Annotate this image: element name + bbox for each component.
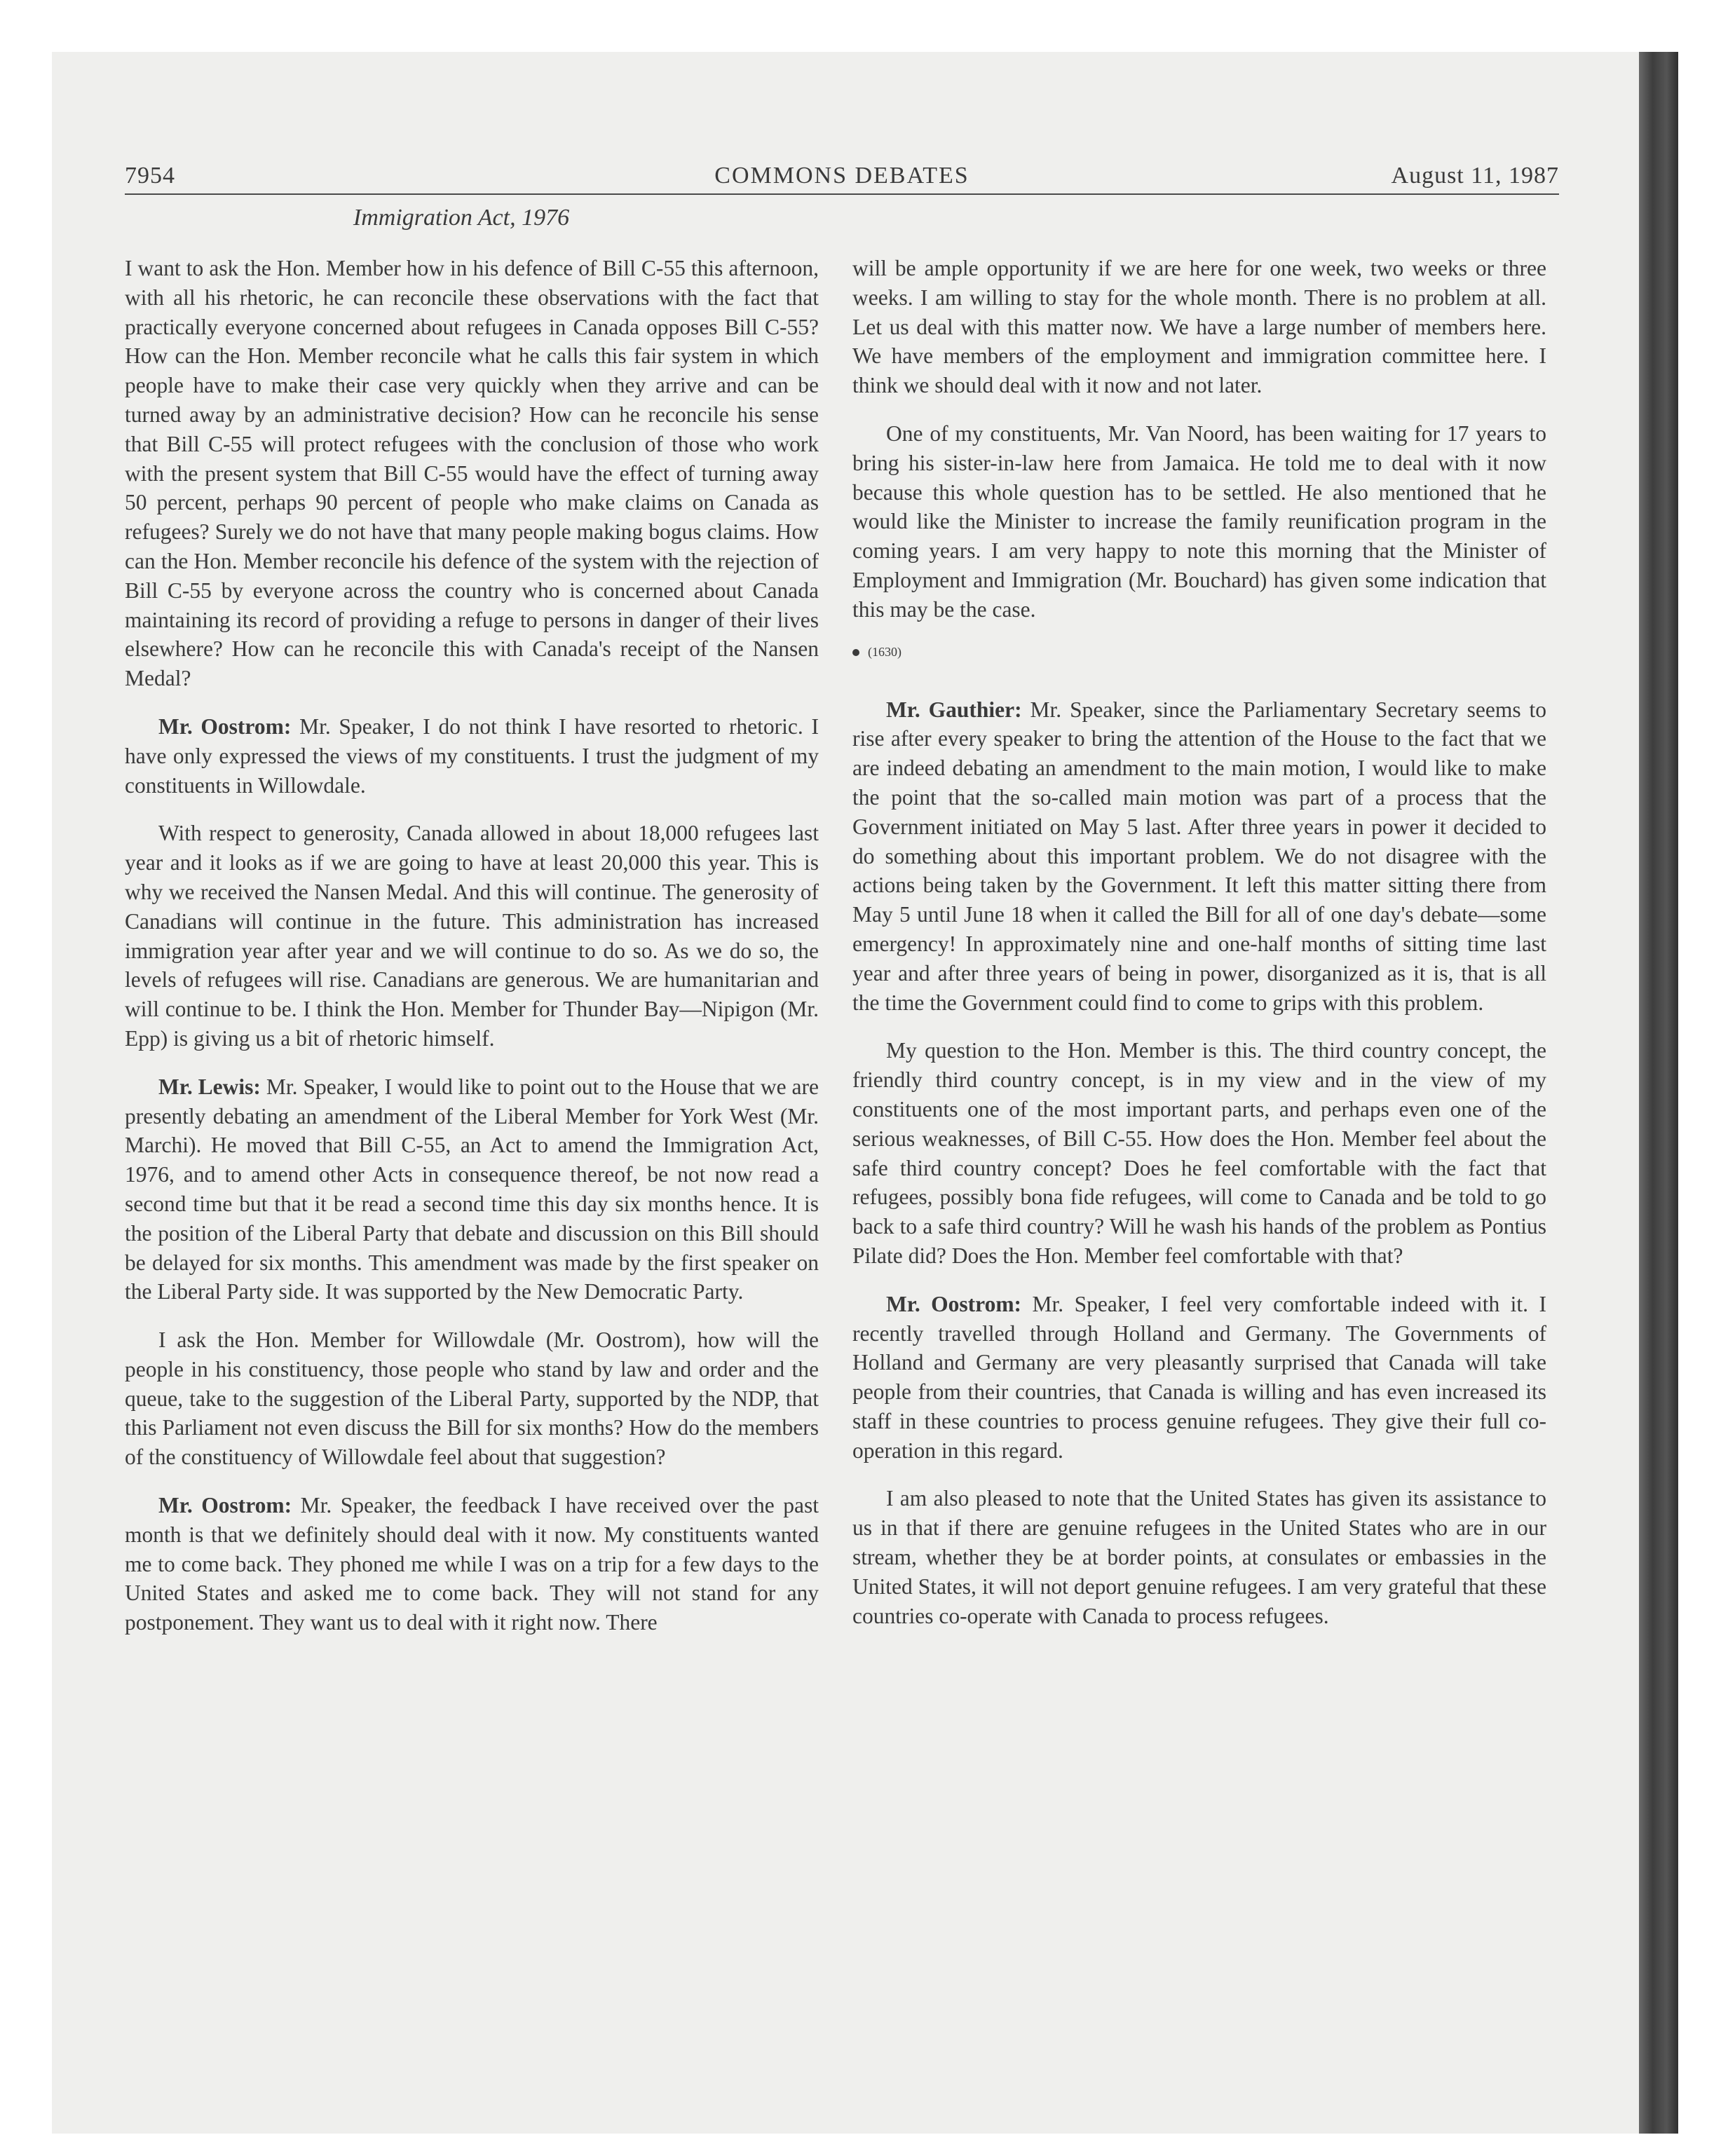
paragraph: Mr. Gauthier: Mr. Speaker, since the Parliamentary Secretary seems to rise after every speaker to bring the attention of the House to the fact that we are indeed debating an amendment to the main motion, I would like to make the point that the so-called main motion was part of a process that the Government initiated on May 5 last. After three years in power it decided to do something about this important problem. We do not disagree with the actions being taken by the Government. It left this matter sitting there from May 5 until June 18 when it called the Bill for all of one day's debate—some emergency! In approximately nine and one-half months of sitting time last year and after three years of being in power, disorganized as it is, that is all the time the Government could find to come to grips with this problem.	[852, 697, 1547, 1015]
paragraph: With respect to generosity, Canada allowed in about 18,000 refugees last year and it looks as if we are going to have at least 20,000 this year. This is why we received the Nansen Medal. And this will continue. The generosity of Canadians will continue in the future. This administration has increased immigration year after year and we will continue to do so. As we do so, the levels of refugees will rise. Canadians are generous. We are humanitarian and will continue to be. I think the Hon. Member for Thunder Bay—Nipigon (Mr. Epp) is giving us a bit of rhetoric himself.	[125, 821, 819, 1051]
speaker-name: Mr. Oostrom:	[158, 1493, 292, 1518]
bullet-icon	[852, 649, 859, 656]
paragraph: Mr. Oostrom: Mr. Speaker, I feel very comfortable indeed with it. I recently travelled through Holland and Germany. The Governments of Holland and Germany are very pleasantly surprised that Canada will take people from their countries, that Canada is willing and has even increased its staff in these countries to process genuine refugees. They give their full co-operation in this regard.	[852, 1291, 1546, 1463]
paragraph: Mr. Oostrom: Mr. Speaker, the feedback I have received over the past month is that we definitely should deal with it now. My constituents wanted me to come back. They phoned me while I was on a trip for a few days to the United States and asked me to come back. They will not stand for any postponement. They want us to deal with it right now. There	[125, 1493, 819, 1635]
page-edge-shadow	[1639, 52, 1678, 2134]
page-header	[125, 163, 1559, 193]
speaker-name: Mr. Lewis:	[158, 1074, 261, 1099]
header-rule	[125, 193, 1559, 195]
paragraph: My question to the Hon. Member is this. The third country concept, the friendly third country concept, is in my view and in the view of my constituents one of the most important parts, and perhaps even one of the serious weaknesses, of Bill C-55. How does the Hon. Member feel about the safe third country concept? Does he feel comfortable with the fact that refugees, possibly bona fide refugees, will come to Canada and be told to go back to a safe third country? Will he wash his hands of the problem as Pontius Pilate did? Does the Hon. Member feel comfortable with that?	[852, 1038, 1546, 1268]
paragraph: will be ample opportunity if we are here for one week, two weeks or three weeks. I am willing to stay for the whole month. There is no problem at all. Let us deal with this matter now. We have a large number of members here. We have members of the employment and immigration committee here. I think we should deal with it now and not later.	[852, 256, 1546, 398]
right-column	[852, 254, 1546, 1649]
paragraph: I ask the Hon. Member for Willowdale (Mr. Oostrom), how will the people in his constituency, those people who stand by law and order and the queue, take to the suggestion of the Liberal Party, supported by the NDP, that this Parliament not even discuss the Bill for six months? How do the members of the constituency of Willowdale feel about that suggestion?	[125, 1328, 819, 1470]
paragraph: Mr. Oostrom: Mr. Speaker, I do not think I have resorted to rhetoric. I have only expressed the views of my constituents. I trust the judgment of my constituents in Willowdale.	[125, 714, 819, 798]
paragraph: One of my constituents, Mr. Van Noord, has been waiting for 17 years to bring his sister-in-law here from Jamaica. He told me to deal with it now because this whole question has to be settled. He also mentioned that he would like the Minister to increase the family reunification program in the coming years. I am very happy to note this morning that the Minister of Employment and Immigration (Mr. Bouchard) has given some indication that this may be the case.	[852, 421, 1546, 622]
paragraph: I want to ask the Hon. Member how in his defence of Bill C-55 this afternoon, with all his rhetoric, he can reconcile these observations with the fact that practically everyone concerned about refugees in Canada opposes Bill C-55? How can the Hon. Member reconcile what he calls this fair system in which people have to make their case very quickly when they arrive and can be turned away by an administrative decision? How can he reconcile his sense that Bill C-55 will protect refugees with the conclusion of those who work with the present system that Bill C-55 would have the effect of turning away 50 percent, perhaps 90 percent of people who make claims on Canada as refugees? Surely we do not have that many people making bogus claims. How can the Hon. Member reconcile his defence of the system with the rejection of Bill C-55 by everyone across the country who is concerned about Canada maintaining its record of providing a refuge to persons in danger of their lives elsewhere? How can he reconcile this with Canada's receipt of the Nansen Medal?	[125, 256, 819, 691]
paragraph: I am also pleased to note that the United States has given its assistance to us in that if there are genuine refugees in the United States who are in our stream, whether they be at border points, at consulates or embassies in the United States, it will not deport genuine refugees. I am very grateful that these countries co-operate with Canada to process refugees.	[852, 1486, 1546, 1628]
speaker-name: Mr. Oostrom:	[886, 1291, 1022, 1316]
left-column	[125, 254, 819, 1656]
publication-date: August 11, 1987	[1391, 163, 1559, 189]
running-title: Immigration Act, 1976	[353, 205, 570, 231]
publication-title: COMMONS DEBATES	[714, 163, 969, 189]
paragraph: Mr. Lewis: Mr. Speaker, I would like to point out to the House that we are presently debating an amendment of the Liberal Member for York West (Mr. Marchi). He moved that Bill C-55, an Act to amend the Immigration Act, 1976, and to amend other Acts in consequence thereof, be not now read a second time but that it be read a second time this day six months hence. It is the position of the Liberal Party that debate and discussion on this Bill should be delayed for six months. This amendment was made by the first speaker on the Liberal Party side. It was supported by the New Democratic Party.	[125, 1074, 819, 1304]
time-marker: (1630)	[852, 643, 1546, 660]
speaker-name: Mr. Gauthier:	[886, 697, 1022, 722]
page-number: 7954	[125, 163, 175, 189]
speaker-name: Mr. Oostrom:	[158, 714, 292, 739]
